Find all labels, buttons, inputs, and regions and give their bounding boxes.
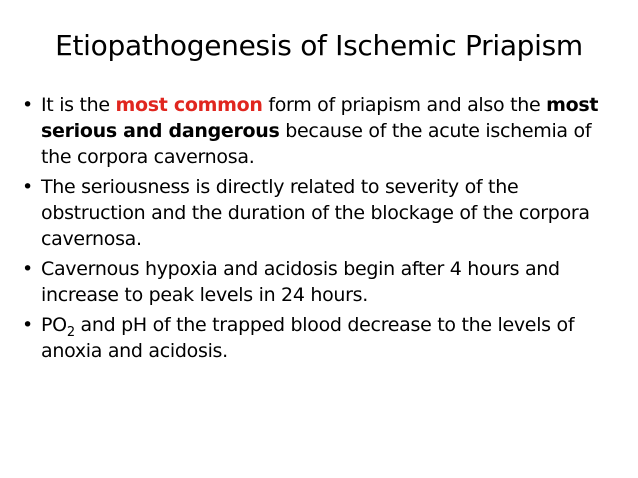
bullet-1-highlight: most common xyxy=(115,94,263,116)
bullet-3-text: Cavernous hypoxia and acidosis begin after 4 hours and increase to peak levels in 24 hours. xyxy=(41,258,560,306)
bullet-item-1 xyxy=(22,92,612,170)
bullet-1-text-e: because of the acute ischemia of the corpora cavernosa. xyxy=(41,120,592,168)
bullet-list xyxy=(22,92,612,368)
bullet-4-text-pre: PO xyxy=(41,314,67,336)
bullet-item-4 xyxy=(22,312,612,364)
bullet-1-bold: most serious and dangerous xyxy=(41,94,599,142)
bullet-4-subscript: 2 xyxy=(66,325,75,340)
slide-title: Etiopathogenesis of Ischemic Priapism xyxy=(55,29,583,62)
bullet-item-2 xyxy=(22,174,612,252)
bullet-dot: • xyxy=(22,176,33,198)
bullet-1-text-c: form of priapism and also the xyxy=(262,94,547,116)
bullet-dot: • xyxy=(22,314,33,336)
bullet-1-text-a: It is the xyxy=(41,94,116,116)
bullet-item-3 xyxy=(22,256,612,308)
bullet-2-text: The seriousness is directly related to severity of the obstruction and the duration of the blockage of the corpora cavernosa. xyxy=(41,176,590,250)
bullet-dot: • xyxy=(22,94,33,116)
bullet-dot: • xyxy=(22,258,33,280)
bullet-4-text-post: and pH of the trapped blood decrease to the levels of anoxia and acidosis. xyxy=(41,314,575,362)
